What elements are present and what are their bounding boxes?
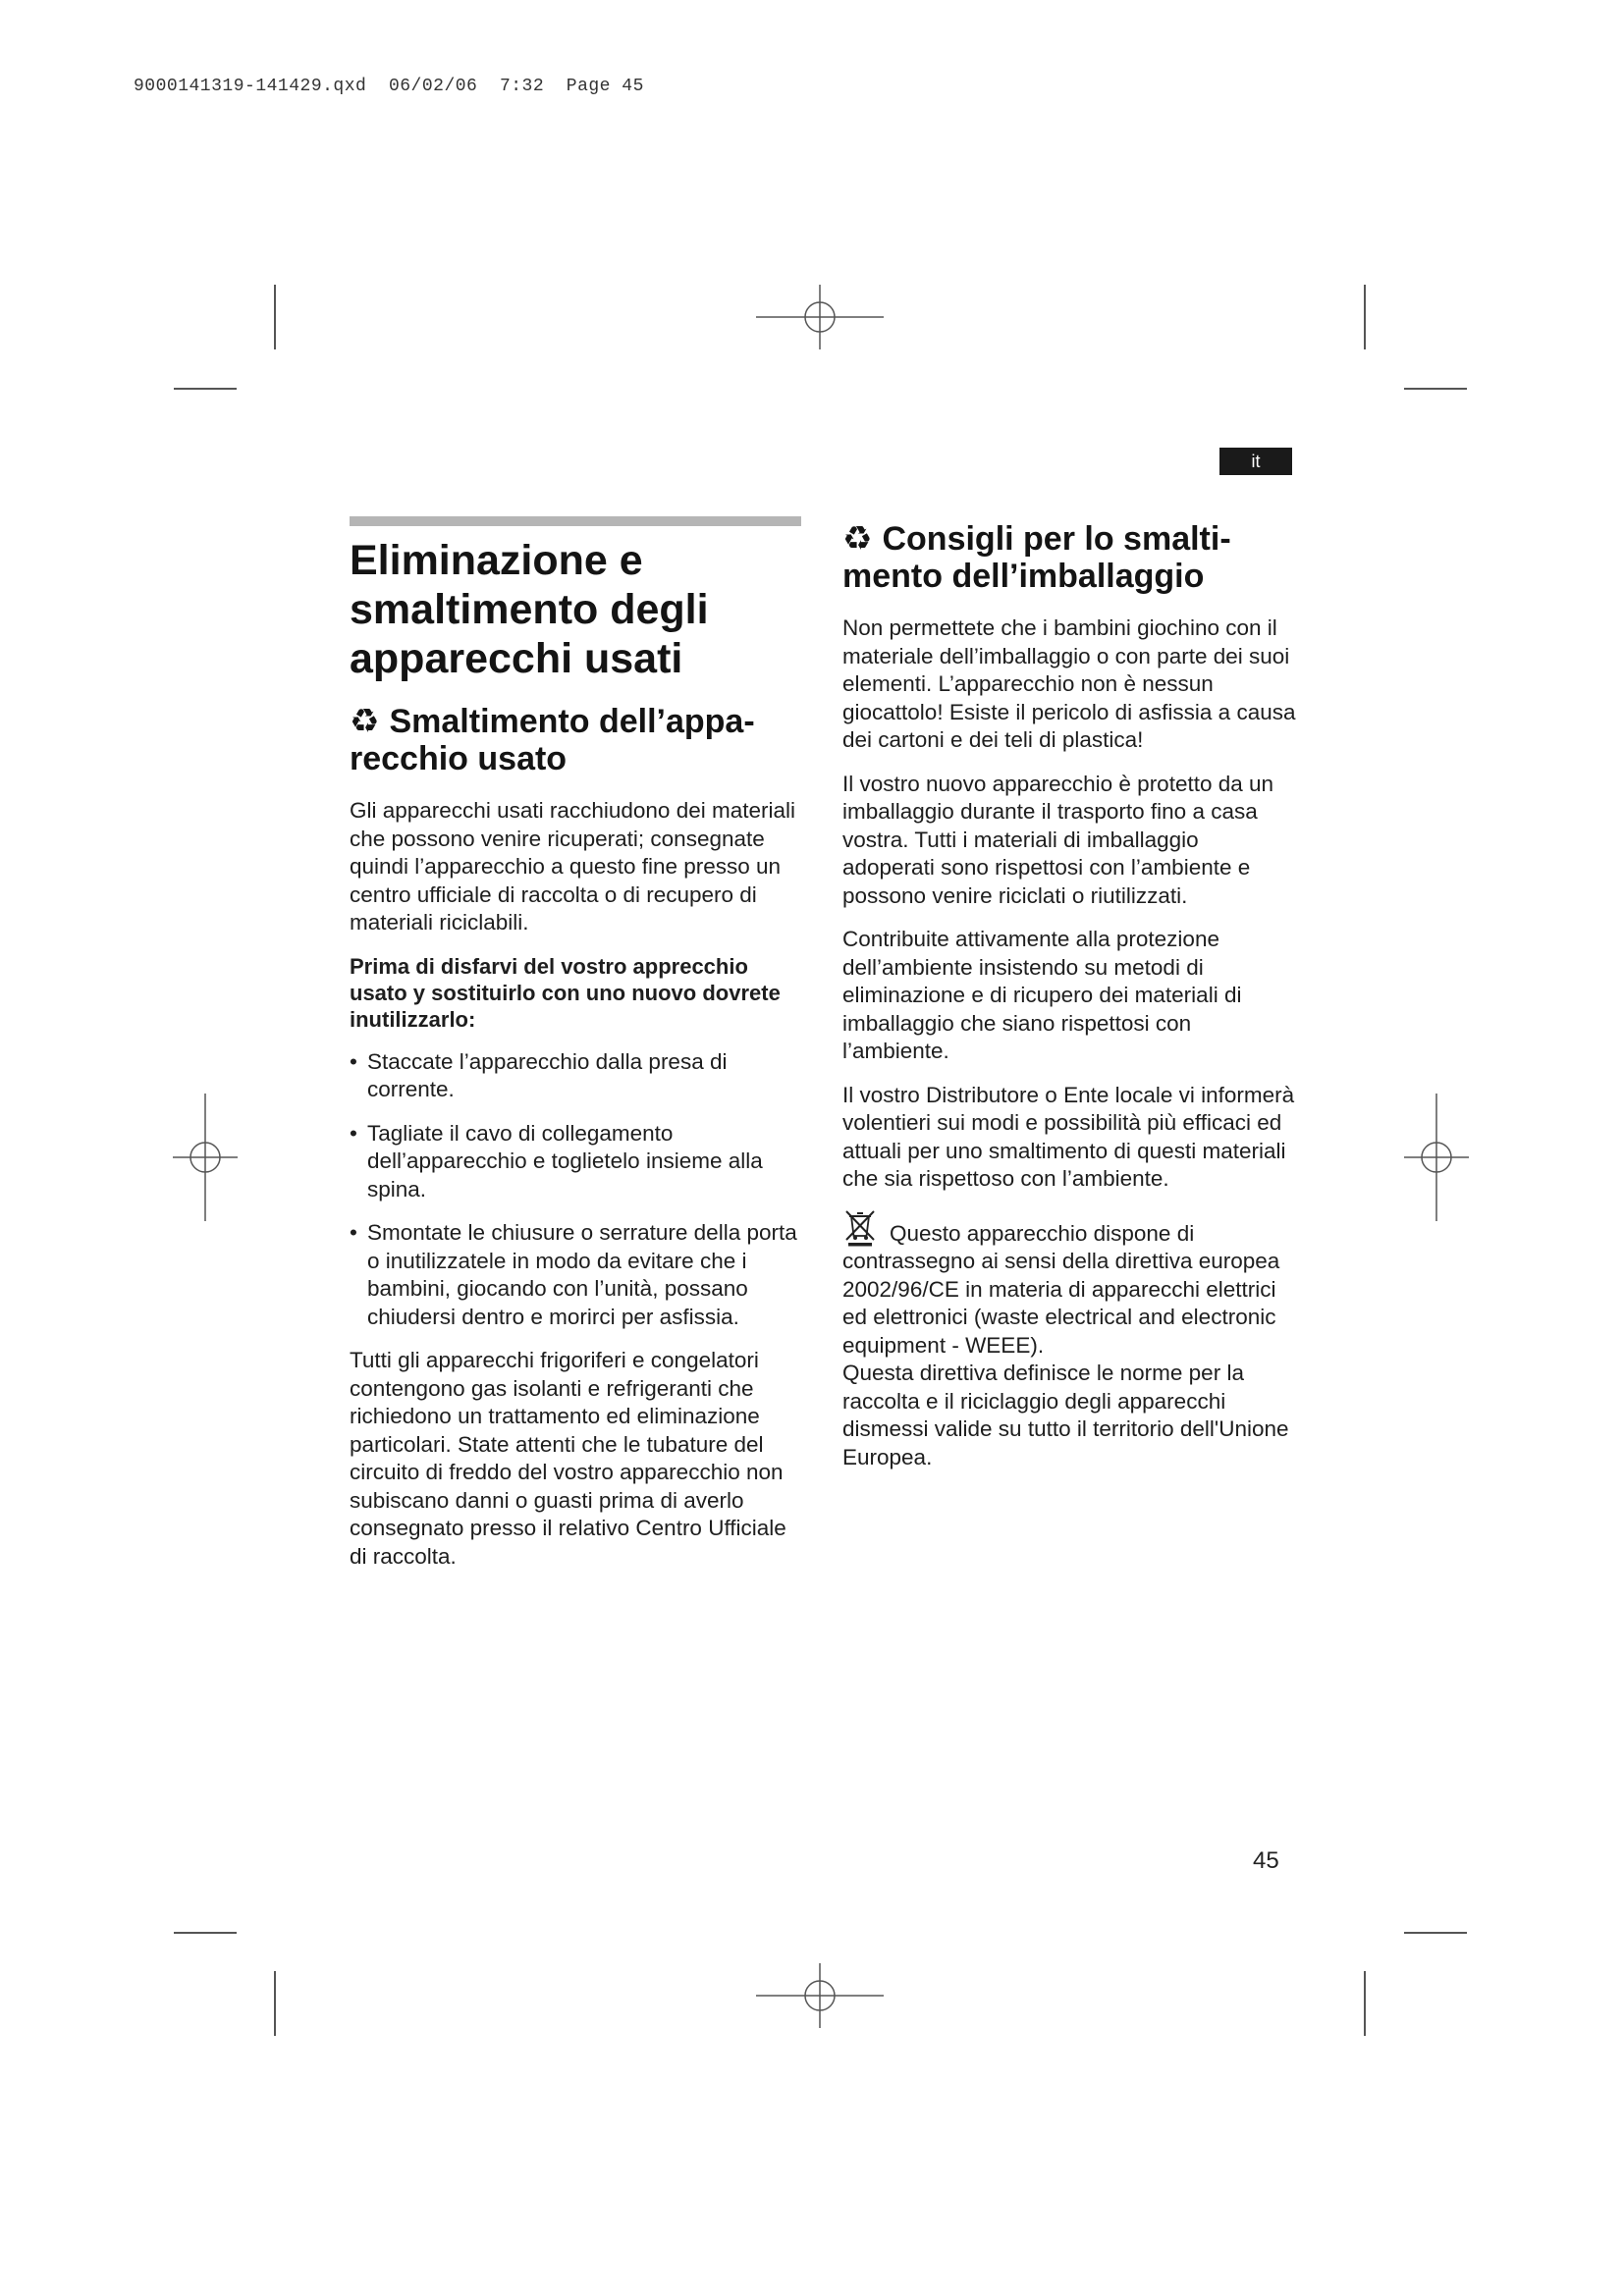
weee-text: Questo apparecchio dispone di contrassegno ai sensi della direttiva europea 2002/96/CE in materia di apparecchi elettrici ed elettronici (waste electrical and electronic equipment - WEEE). <box>842 1220 1280 1358</box>
left-column <box>350 516 801 1586</box>
paragraph: Non permettete che i bambini giochino con il materiale dell’imballaggio o con parte dei suoi elementi. L’apparecchio non è nessun giocattolo! Esiste il pericolo di asfissia a causa dei cartoni e dei teli di plastica! <box>842 615 1296 752</box>
section-heading-text: Smaltimento dell’appa-recchio usato <box>350 703 755 777</box>
print-slug: 9000141319-141429.qxd 06/02/06 7:32 Page 45 <box>134 77 644 96</box>
crop-mark <box>174 1932 237 1934</box>
crossed-out-wheelie-bin-icon <box>842 1209 878 1247</box>
registration-mark-right <box>1404 1094 1469 1221</box>
paragraph: Contribuite attivamente alla protezione dell’ambiente insistendo su metodi di eliminazione e di ricupero dei materiali di imballaggio che siano rispettosi con l’ambiente. <box>842 927 1242 1063</box>
recycle-icon: ♻ <box>350 703 380 740</box>
paragraph: Tutti gli apparecchi frigoriferi e congelatori contengono gas isolanti e refrigeranti che richiedono un trattamento ed eliminazione particolari. State attenti che le tubature del circuito di freddo del vostro apparecchio non subiscano danni o guasti prima di averlo consegnato presso il relativo Centro Ufficiale di raccolta. <box>350 1348 786 1569</box>
registration-mark-left <box>173 1094 238 1221</box>
crop-mark <box>1404 388 1467 390</box>
language-tab: it <box>1219 448 1292 475</box>
list-item: • Tagliate il cavo di collegamento dell’apparecchio e toglietelo insieme alla spina. <box>350 1120 801 1204</box>
section-bar <box>350 516 801 526</box>
paragraph: Questa direttiva definisce le norme per la raccolta e il riciclaggio degli apparecchi dismessi valide su tutto il territorio dell'Unione Europea. <box>842 1361 1289 1469</box>
crop-mark <box>1404 1932 1467 1934</box>
section-heading-text: Consigli per lo smalti-mento dell’imballaggio <box>842 520 1231 595</box>
weee-paragraph <box>842 1209 1296 1361</box>
list-item: • Smontate le chiusure o serrature della porta o inutilizzatele in modo da evitare che i bambini, giocando con l’unità, possano chiudersi dentro e morirci per asfissia. <box>350 1219 801 1331</box>
paragraph: Il vostro nuovo apparecchio è protetto da un imballaggio durante il trasporto fino a casa vostra. Tutti i materiali di imballaggio adoperati sono rispettosi con l’ambiente e possono venire riciclati o riutilizzati. <box>842 771 1274 908</box>
paragraph: Il vostro Distributore o Ente locale vi informerà volentieri sui modi e possibilità più efficaci ed attuali per uno smaltimento di questi materiali che sia rispettoso con l’ambiente. <box>842 1082 1295 1191</box>
right-column <box>842 520 1296 1487</box>
bold-intro: Prima di disfarvi del vostro apprecchio usato y sostituirlo con uno nuovo dovrete inutilizzarlo: <box>350 953 781 1032</box>
list-item: • Staccate l’apparecchio dalla presa di corrente. <box>350 1048 801 1104</box>
crop-mark <box>174 388 237 390</box>
bullet-list <box>350 1048 801 1332</box>
section-heading-packaging <box>842 520 1296 595</box>
crop-mark <box>274 1971 276 2036</box>
crop-mark <box>274 285 276 349</box>
paragraph: Gli apparecchi usati racchiudono dei materiali che possono venire ricuperati; consegnate quindi l’apparecchio a questo fine presso un centro ufficiale di raccolta o di recupero di materiali riciclabili. <box>350 798 795 934</box>
registration-mark-bottom <box>756 1963 884 2028</box>
recycle-icon: ♻ <box>842 520 873 558</box>
registration-mark-top <box>756 285 884 349</box>
page-title: Eliminazione e smaltimento degli apparecchi usati <box>350 537 709 682</box>
crop-mark <box>1364 1971 1366 2036</box>
section-heading-disposal <box>350 703 801 777</box>
crop-mark <box>1364 285 1366 349</box>
page-number: 45 <box>1253 1847 1279 1874</box>
